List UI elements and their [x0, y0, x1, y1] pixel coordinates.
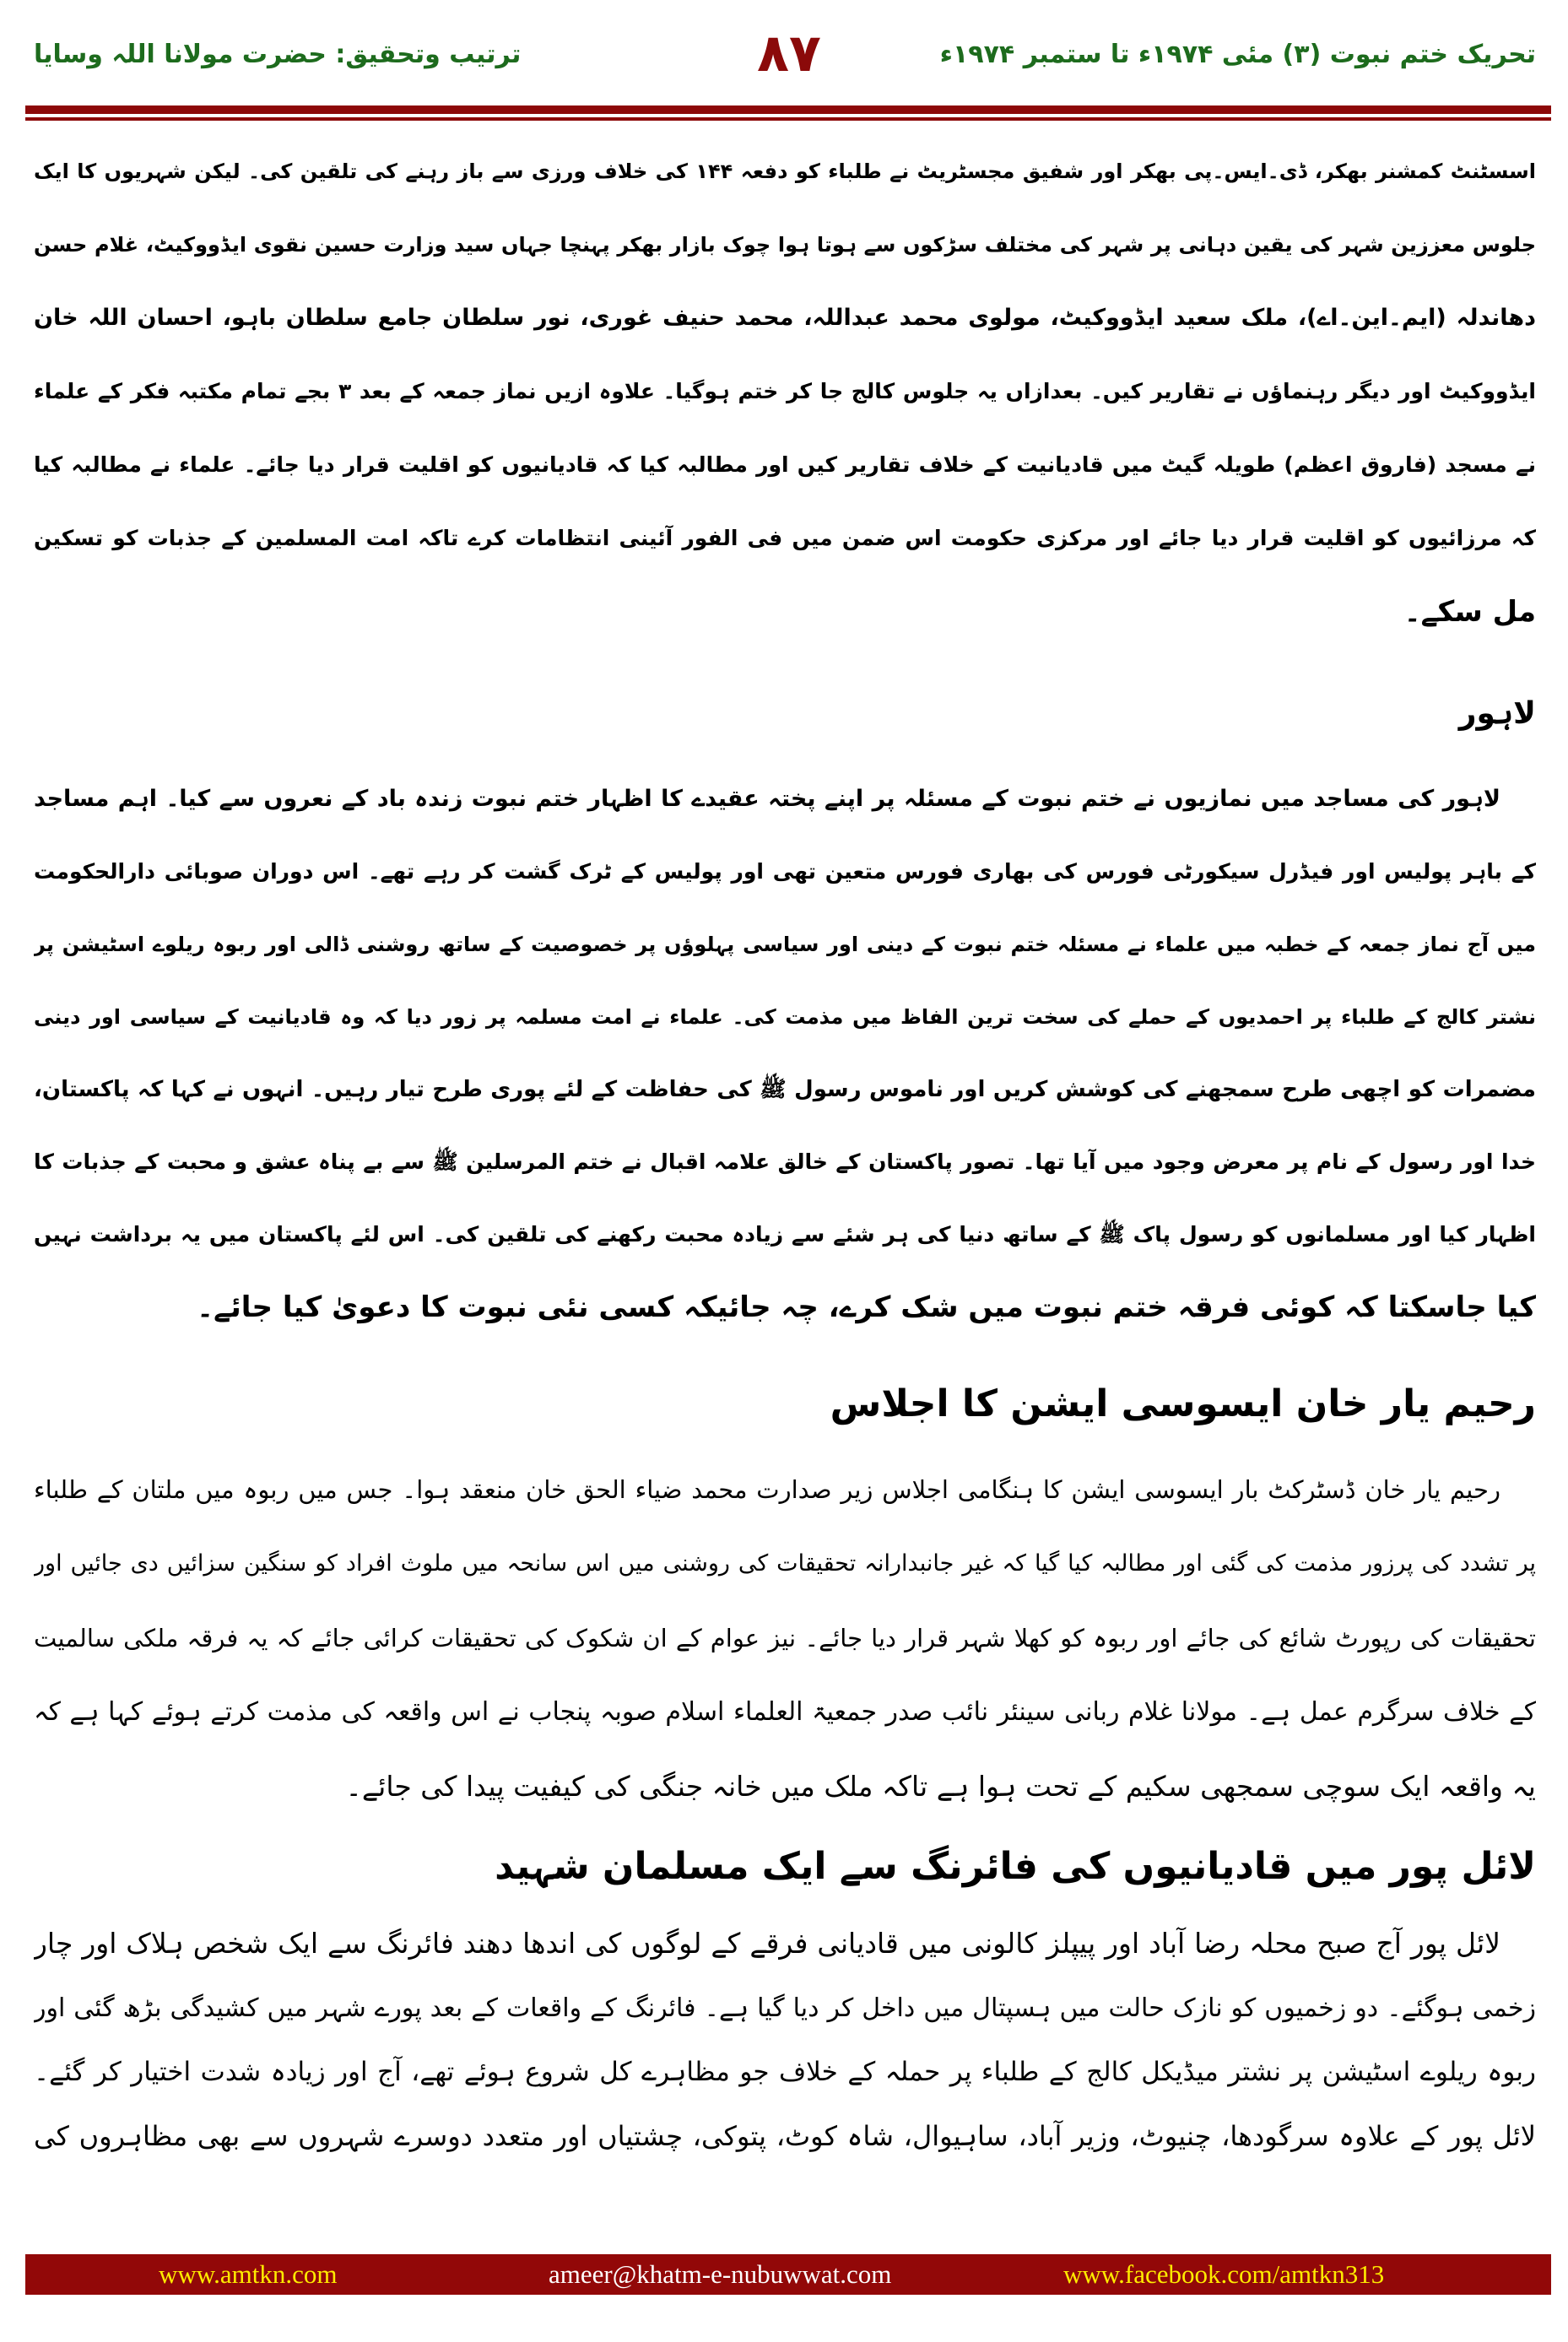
text-line: مضمرات کو اچھی طرح سمجھنے کی کوشش کریں اور ناموس رسول ﷺ کی حفاظت کے لئے پوری طرح تیار رہیں۔ انہوں نے کہا کہ پاکستان، — [34, 1077, 1536, 1102]
text-line: لائل پور کے علاوہ سرگودھا، چنیوٹ، وزیر آباد، ساہیوال، شاہ کوٹ، پتوکی، چشتیاں اور متعدد دوسرے شہروں سے بھی مظاہروں کی — [34, 2120, 1536, 2152]
page-footer — [25, 2254, 1551, 2295]
text-line: کیا جاسکتا کہ کوئی فرقہ ختم نبوت میں شک کرے، چہ جائیکہ کسی نئی نبوت کا دعویٰ کیا جائے۔ — [197, 1290, 1536, 1324]
text-line: لائل پور آج صبح محلہ رضا آباد اور پیپلز کالونی میں قادیانی فرقے کے لوگوں کی اندھا دھند فائرنگ سے ایک شخص ہلاک اور چار — [34, 1927, 1500, 1960]
header-divider-thin — [25, 117, 1551, 121]
section-heading-lyallpur: لائل پور میں قادیانیوں کی فائرنگ سے ایک مسلمان شہید — [495, 1845, 1536, 1888]
text-line: کے باہر پولیس اور فیڈرل سیکورٹی فورس کی بھاری فورس متعین تھی اور پولیس کے ٹرک گشت کر رہے تھے۔ اس دوران صوبائی دارالحکومت — [34, 859, 1536, 884]
website-link[interactable]: www.amtkn.com — [159, 2259, 338, 2289]
email-link[interactable]: ameer@khatm-e-nubuwwat.com — [549, 2259, 892, 2289]
text-line: رحیم یار خان ڈسٹرکٹ بار ایسوسی ایشن کا ہنگامی اجلاس زیر صدارت محمد ضیاء الحق خان منعقد ہوا۔ جس میں ربوہ میں ملتان کے طلباء — [34, 1475, 1500, 1504]
text-line: نے مسجد (فاروق اعظم) طویلہ گیٹ میں قادیانیت کے خلاف تقاریر کیں اور مطالبہ کیا کہ قادیانیوں کو اقلیت قرار دیا جائے۔ علماء نے مطالبہ کیا — [34, 452, 1536, 477]
text-line: میں آج نماز جمعہ کے خطبہ میں علماء نے مسئلہ ختم نبوت کے دینی اور سیاسی پہلوؤں پر خصوصیت کے ساتھ روشنی ڈالی اور ربوہ ریلوے اسٹیشن پر — [34, 933, 1536, 956]
section-heading-lahore: لاہور — [1458, 696, 1536, 731]
facebook-link[interactable]: www.facebook.com/amtkn313 — [1063, 2259, 1385, 2289]
text-line: یہ واقعہ ایک سوچی سمجھی سکیم کے تحت ہوا ہے تاکہ ملک میں خانہ جنگی کی کیفیت پیدا کی جائے۔ — [345, 1770, 1536, 1803]
text-line: اسسٹنٹ کمشنر بھکر، ڈی۔ایس۔پی بھکر اور شفیق مجسٹریٹ نے طلباء کو دفعہ ۱۴۴ کی خلاف ورزی سے باز رہنے کی تلقین کی۔ لیکن شہریوں کا ایک — [34, 160, 1536, 183]
text-line: کہ مرزائیوں کو اقلیت قرار دیا جائے اور مرکزی حکومت اس ضمن میں فی الفور آئینی انتظامات کرے تاکہ امت المسلمین کے جذبات کو تسکین — [34, 526, 1536, 550]
text-line: تحقیقات کی رپورٹ شائع کی جائے اور ربوہ کو کھلا شہر قرار دیا جائے۔ نیز عوام کے ان شکوک کی تحقیقات کرائی جائے کہ یہ فرقہ ملکی سالمیت — [34, 1624, 1536, 1652]
text-line: دھاندلہ (ایم۔این۔اے)، ملک سعید ایڈووکیٹ، مولوی محمد عبداللہ، محمد حنیف غوری، نور سلطان جامع سلطان باہو، احسان اللہ خان — [34, 305, 1536, 331]
page-number: ۸۷ — [757, 22, 821, 84]
text-line: زخمی ہوگئے۔ دو زخمیوں کو نازک حالت میں ہسپتال میں داخل کر دیا گیا ہے۔ فائرنگ کے واقعات کے بعد پورے شہر میں کشیدگی بڑھ گئی اور — [34, 1993, 1536, 2023]
compiler-credit: ترتیب وتحقیق: حضرت مولانا اللہ وسایا — [34, 40, 522, 69]
text-line: لاہور کی مساجد میں نمازیوں نے ختم نبوت کے مسئلہ پر اپنے پختہ عقیدے کا اظہار ختم نبوت زندہ باد کے نعروں سے کیا۔ اہم مساجد — [34, 786, 1500, 812]
header-divider-thick — [25, 105, 1551, 114]
text-line: ایڈووکیٹ اور دیگر رہنماؤں نے تقاریر کیں۔ بعدازاں یہ جلوس کالج جا کر ختم ہوگیا۔ علاوہ ازیں نماز جمعہ کے بعد ۳ بجے تمام مکتبہ فکر کے علماء — [34, 379, 1536, 403]
text-line: نشتر کالج کے طلباء پر احمدیوں کے حملے کی سخت ترین الفاظ میں مذمت کی۔ علماء نے امت مسلمہ پر زور دیا کہ وہ قادیانیت کے سیاسی اور دینی — [34, 1005, 1536, 1029]
text-line: اظہار کیا اور مسلمانوں کو رسول پاک ﷺ کے ساتھ دنیا کی ہر شئے سے زیادہ محبت رکھنے کی تلقین کی۔ اس لئے پاکستان میں یہ برداشت نہیں — [34, 1222, 1536, 1247]
book-title: تحریک ختم نبوت (۳) مئی ۱۹۷۴ء تا ستمبر ۱۹۷۴ء — [939, 40, 1536, 69]
text-line: پر تشدد کی پرزور مذمت کی گئی اور مطالبہ کیا گیا کہ غیر جانبدارانہ تحقیقات کی روشنی میں اس سانحہ میں ملوث افراد کو سنگین سزائیں دی جائیں اور — [34, 1550, 1536, 1577]
text-line: ربوہ ریلوے اسٹیشن پر نشتر میڈیکل کالج کے طلباء پر حملہ کے خلاف جو مظاہرے کل شروع ہوئے تھے، آج اور زیادہ شدت اختیار کر گئے۔ — [34, 2057, 1536, 2087]
text-line: مل سکے۔ — [1403, 595, 1536, 629]
text-line: جلوس معززین شہر کی یقین دہانی پر شہر کی مختلف سڑکوں سے ہوتا ہوا چوک بازار بھکر پہنچا جہاں سید وزارت حسین نقوی ایڈووکیٹ، غلام حسن — [34, 233, 1536, 257]
text-line: کے خلاف سرگرم عمل ہے۔ مولانا غلام ربانی سینئر نائب صدر جمعیۃ العلماء اسلام صوبہ پنجاب نے اس واقعہ کی مذمت کرتے ہوئے کہا ہے کہ — [34, 1697, 1536, 1727]
text-line: خدا اور رسول کے نام پر معرض وجود میں آیا تھا۔ تصور پاکستان کے خالق علامہ اقبال نے ختم المرسلین ﷺ سے بے پناہ عشق و محبت کے جذبات کا — [34, 1149, 1536, 1174]
section-heading-rahim-yar-khan: رحیم یار خان ایسوسی ایشن کا اجلاس — [830, 1382, 1536, 1425]
